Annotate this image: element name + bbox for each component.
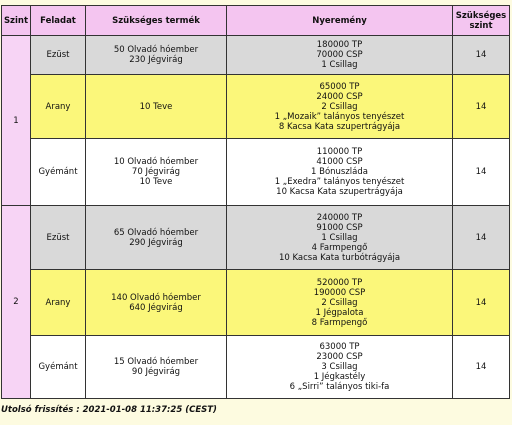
reward-line: 1 Jégkastély <box>313 372 366 382</box>
product-line: 640 Jégvirág <box>129 302 183 313</box>
required-level-cell: 14 <box>453 270 510 336</box>
last-updated-footer: Utolsó frissítés : 2021-01-08 11:37:25 (CEST) <box>1 405 217 415</box>
product-line: 140 Olvadó hóember <box>111 292 201 303</box>
reward-line: 110000 TP <box>316 147 363 157</box>
product-line: 65 Olvadó hóember <box>113 227 199 238</box>
required-level-cell: 14 <box>453 206 510 270</box>
product-line: 290 Jégvirág <box>129 237 183 248</box>
level-cell: 1 <box>2 36 31 206</box>
reward-line: 1 „Exedra” talányos tenyészet <box>274 177 405 187</box>
reward-line: 6 „Sirri” talányos tiki-fa <box>289 382 390 392</box>
product-line: 10 Teve <box>139 177 173 187</box>
reward-line: 23000 CSP <box>316 352 363 362</box>
required-level-cell: 14 <box>453 36 510 75</box>
reward-line: 91000 CSP <box>316 222 363 233</box>
product-cell <box>86 36 227 75</box>
table-row <box>2 206 510 270</box>
header-required-level: Szükséges szint <box>453 6 510 36</box>
reward-line: 8 Farmpengő <box>311 317 368 328</box>
product-cell <box>86 139 227 206</box>
task-cell: Gyémánt <box>31 139 86 206</box>
task-cell: Arany <box>31 75 86 139</box>
task-cell: Arany <box>31 270 86 336</box>
product-line: 70 Jégvirág <box>131 167 181 177</box>
table-row <box>2 36 510 75</box>
table-row <box>2 336 510 399</box>
product-line: 90 Jégvirág <box>131 367 181 377</box>
reward-line: 4 Farmpengő <box>311 242 368 253</box>
product-line: 230 Jégvirág <box>129 55 183 65</box>
reward-line: 24000 CSP <box>316 91 363 102</box>
reward-cell <box>227 270 453 336</box>
table-row <box>2 270 510 336</box>
table-row <box>2 139 510 206</box>
reward-cell <box>227 336 453 399</box>
product-cell <box>86 75 227 139</box>
product-line: 10 Olvadó hóember <box>113 157 199 167</box>
reward-line: 10 Kacsa Kata szupertrágyája <box>276 187 403 197</box>
product-cell <box>86 336 227 399</box>
required-level-cell: 14 <box>453 75 510 139</box>
product-cell <box>86 270 227 336</box>
reward-line: 1 Csillag <box>321 60 358 70</box>
task-cell: Ezüst <box>31 206 86 270</box>
reward-line: 190000 CSP <box>313 287 366 298</box>
header-reward: Nyeremény <box>227 6 453 36</box>
reward-line: 180000 TP <box>316 40 363 50</box>
table-row <box>2 75 510 139</box>
reward-line: 1 Jégpalota <box>315 307 364 318</box>
task-cell: Gyémánt <box>31 336 86 399</box>
product-line: 15 Olvadó hóember <box>113 357 199 367</box>
reward-line: 70000 CSP <box>316 50 363 60</box>
product-line: 10 Teve <box>139 101 173 112</box>
reward-line: 2 Csillag <box>321 101 358 112</box>
required-level-cell: 14 <box>453 139 510 206</box>
reward-table <box>1 5 510 399</box>
reward-cell <box>227 206 453 270</box>
reward-line: 65000 TP <box>319 81 360 92</box>
reward-line: 520000 TP <box>316 277 363 288</box>
reward-line: 240000 TP <box>316 212 363 223</box>
level-cell: 2 <box>2 206 31 399</box>
product-cell <box>86 206 227 270</box>
header-level: Szint <box>2 6 31 36</box>
table-header-row <box>2 6 510 36</box>
reward-cell <box>227 75 453 139</box>
header-task: Feladat <box>31 6 86 36</box>
required-level-cell: 14 <box>453 336 510 399</box>
product-line: 50 Olvadó hóember <box>113 45 199 55</box>
reward-line: 3 Csillag <box>321 362 358 372</box>
reward-cell <box>227 139 453 206</box>
reward-line: 1 Bónuszláda <box>311 167 368 177</box>
reward-line: 1 „Mozaik” talányos tenyészet <box>274 111 405 122</box>
reward-line: 63000 TP <box>319 342 360 352</box>
reward-line: 2 Csillag <box>321 297 358 308</box>
reward-cell <box>227 36 453 75</box>
reward-line: 10 Kacsa Kata turbótrágyája <box>278 252 401 263</box>
reward-line: 8 Kacsa Kata szupertrágyája <box>278 121 401 132</box>
reward-line: 1 Csillag <box>321 232 358 243</box>
header-required-product: Szükséges termék <box>86 6 227 36</box>
reward-line: 41000 CSP <box>316 157 363 167</box>
task-cell: Ezüst <box>31 36 86 75</box>
